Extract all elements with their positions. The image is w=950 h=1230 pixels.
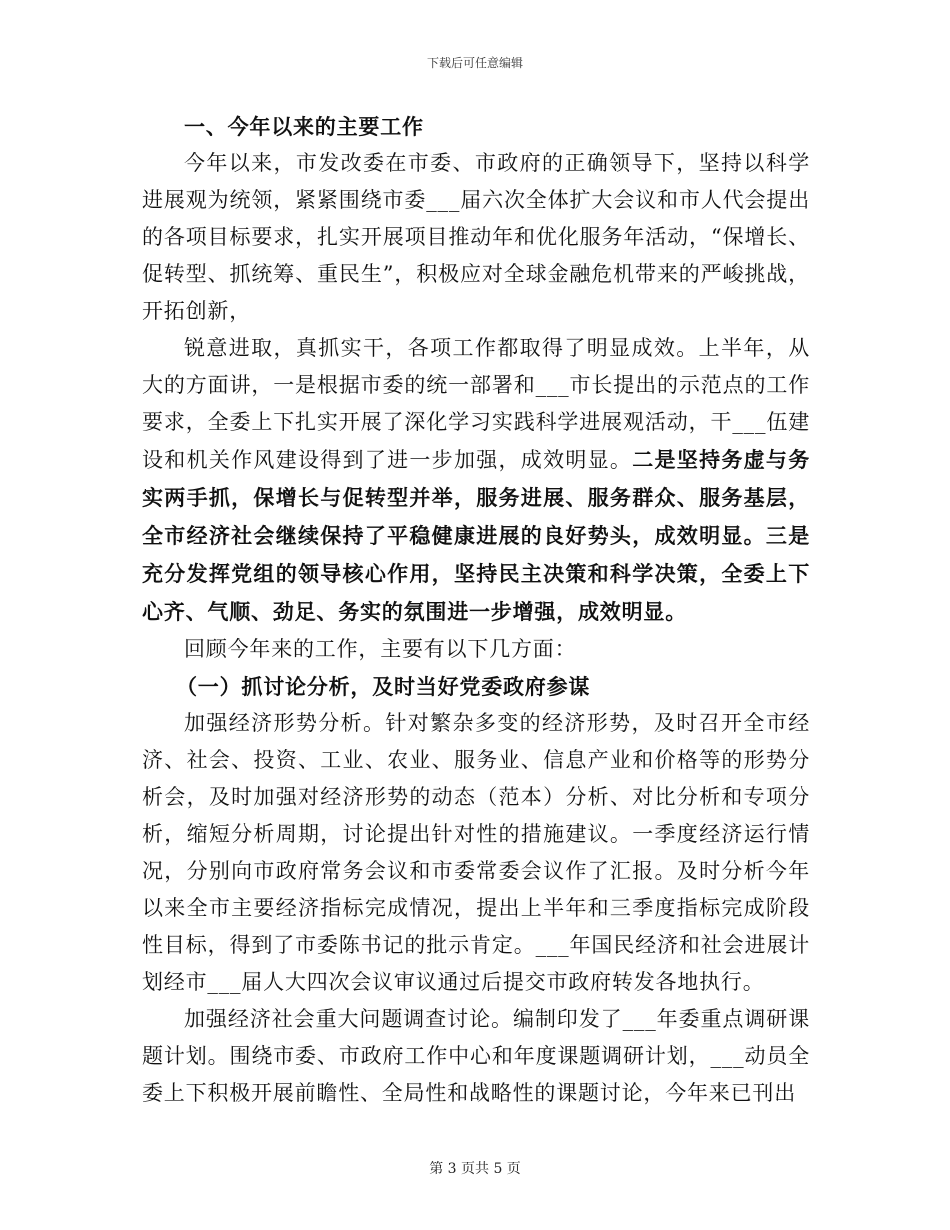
paragraph-2-normal: 锐意进取，真抓实干，各项工作都取得了明显成效。上半年，从大的方面讲，一是根据市委的统一部署和___市长提出的示范点的工作要求，全委上下扎实开展了深化学习实践科学进展观活动，干___伍建设和机关作风建设得到了进一步加强，成效明显。 (142, 336, 810, 472)
section-heading-1: 一、今年以来的主要工作 (184, 114, 424, 139)
paragraph-2-bold: 二是坚持务虚与务实两手抓，保增长与促转型并举，服务进展、服务群众、服务基层，全市经济社会继续保持了平稳健康进展的良好势头，成效明显。三是充分发挥党组的领导核心作用，坚持民主决策和科学决策，全委上下心齐、气顺、劲足、务实的氛围进一步增强，成效明显。 (142, 447, 810, 624)
paragraph-2 (142, 330, 810, 631)
paragraph-1: 今年以来，市发改委在市委、市政府的正确领导下，坚持以科学进展观为统领，紧紧围绕市委___届六次全体扩大会议和市人代会提出的各项目标要求，扎实开展项目推动年和优化服务年活动，“保增长、促转型、抓统筹、重民生”，积极应对全球金融危机带来的严峻挑战，开拓创新， (142, 151, 810, 323)
document-body (142, 108, 810, 1112)
page-header: 下载后可任意编辑 (426, 56, 523, 70)
paragraph-4: 加强经济形势分析。针对繁杂多变的经济形势，及时召开全市经济、社会、投资、工业、农业、服务业、信息产业和价格等的形势分析会，及时加强对经济形势的动态（范本）分析、对比分析和专项分析，缩短分析周期，讨论提出针对性的措施建议。一季度经济运行情况，分别向市政府常务会议和市委常委会议作了汇报。及时分析今年以来全市主要经济指标完成情况，提出上半年和三季度指标完成阶段性目标，得到了市委陈书记的批示肯定。___年国民经济和社会进展计划经市___届人大四次会议审议通过后提交市政府转发各地执行。 (142, 711, 810, 994)
paragraph-5: 加强经济社会重大问题调查讨论。编制印发了___年委重点调研课题计划。围绕市委、市政府工作中心和年度课题调研计划，___动员全委上下积极开展前瞻性、全局性和战略性的课题讨论，今年来已刊出 (142, 1007, 810, 1105)
section-heading-2: （一）抓讨论分析，及时当好党委政府参谋 (176, 674, 591, 699)
paragraph-3: 回顾今年来的工作，主要有以下几方面： (184, 637, 577, 661)
page-footer: 第 3 页共 5 页 (429, 1161, 521, 1177)
